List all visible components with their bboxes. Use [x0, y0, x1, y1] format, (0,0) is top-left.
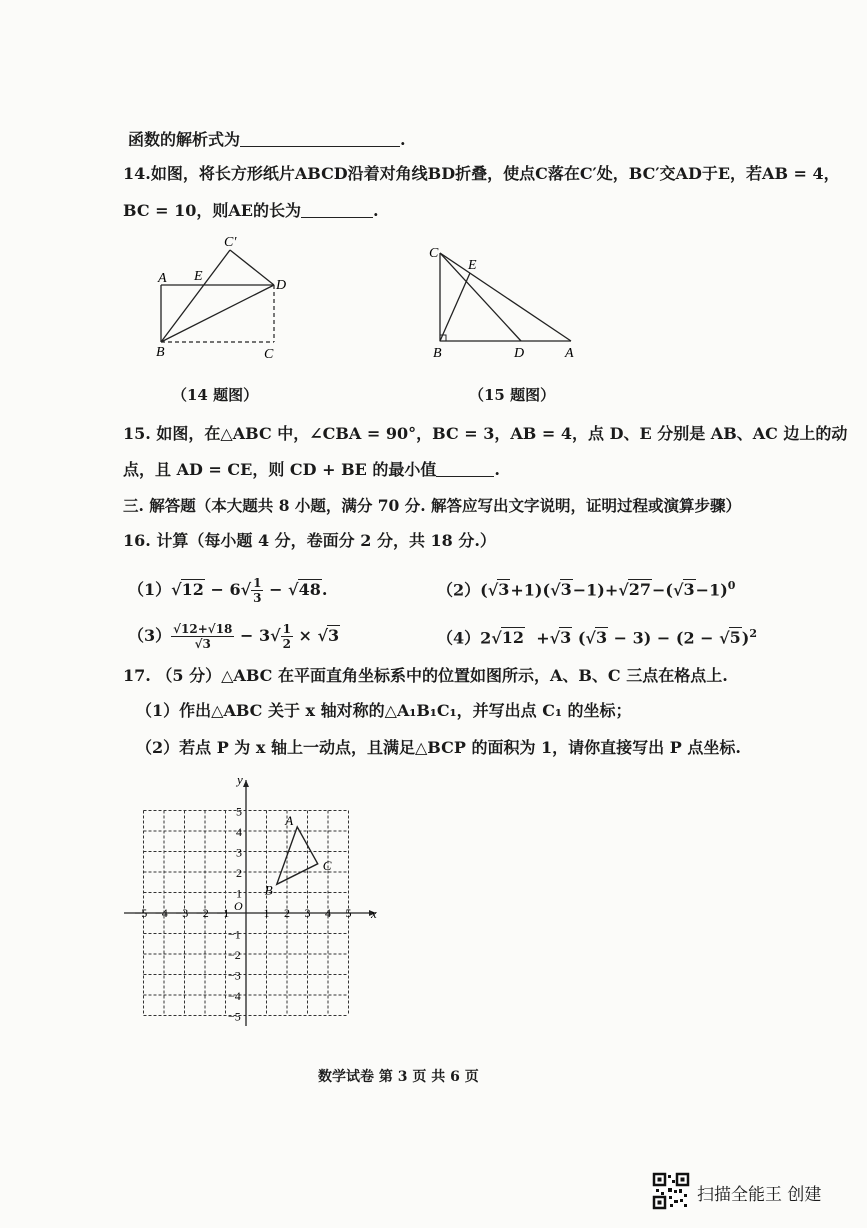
y-tick-label: −2 — [228, 948, 241, 962]
label-c-prime: C′ — [224, 235, 237, 250]
x-tick-label: 5 — [345, 906, 352, 920]
q15-text-1: 15. 如图，在△ABC 中，∠CBA = 90°，BC = 3，AB = 4，点 D、E 分别是 AB、AC 边上的动 — [123, 424, 848, 443]
y-tick-label: −4 — [228, 989, 241, 1003]
x-tick-label: 4 — [325, 906, 331, 920]
y-axis-label: y — [237, 772, 243, 787]
x-tick-label: 2 — [284, 906, 290, 920]
q14-text-1: 14.如图，将长方形纸片ABCD沿着对角线BD折叠，使点C落在C′处，BC′交AD于E，若AB = 4， — [123, 164, 840, 183]
x-tick-label: 3 — [304, 906, 311, 920]
x-tick-label: −1 — [216, 906, 230, 920]
x-tick-label: −5 — [134, 906, 148, 920]
q16-part-2: $(2)(√3+1)(√3-1)+√27-(√3-1)^0$ — [437, 579, 736, 600]
q15-caption: （15 题图） — [469, 386, 556, 404]
q14-figure — [150, 232, 300, 362]
x-tick-label: 1 — [263, 906, 270, 920]
y-tick-label: −1 — [228, 927, 241, 942]
q16-part-1: （1）√12 − 6√ $\frac{1}{3}$ − √48. — [128, 576, 328, 605]
coordinate-grid — [120, 768, 390, 1030]
y-tick-label: 1 — [236, 886, 242, 901]
q16-title: 16. 计算（每小题 4 分，卷面分 2 分，共 18 分.） — [123, 531, 496, 550]
origin-label: O — [234, 899, 243, 913]
section-3-title: 三. 解答题（本大题共 8 小题，满分 70 分. 解答应写出文字说明，证明过程或演算步骤） — [123, 496, 742, 515]
q17-part-1: （1）作出△ABC 关于 x 轴对称的△A₁B₁C₁，并写出点 C₁ 的坐标； — [136, 701, 632, 720]
y-tick-label: 5 — [236, 804, 242, 819]
label-a: A — [158, 271, 167, 286]
y-tick-label: 3 — [236, 845, 242, 860]
label-d: D — [514, 346, 525, 361]
label-c: C — [264, 347, 274, 362]
y-tick-label: −5 — [228, 1009, 241, 1024]
q17-part-2: （2）若点 P 为 x 轴上一动点，且满足△BCP 的面积为 1，请你直接写出 P 点坐标. — [136, 738, 741, 757]
q14-caption: （14 题图） — [172, 386, 259, 404]
point-label-b: B — [264, 882, 273, 898]
label-e: E — [468, 258, 477, 273]
y-ticks — [228, 805, 242, 1024]
y-tick-label: 4 — [236, 825, 242, 839]
answer-blank[interactable] — [436, 460, 494, 477]
page-footer: 数学试卷 第 3 页 共 6 页 — [318, 1069, 479, 1085]
label-a: A — [565, 346, 574, 361]
y-tick-label: −3 — [228, 968, 241, 983]
x-tick-label: −3 — [175, 906, 189, 920]
scanner-watermark: 扫描全能王 创建 — [697, 1185, 822, 1205]
q15-text-2: 点，且 AD = CE，则 CD + BE 的最小值 . — [123, 460, 500, 479]
y-tick-label: 2 — [236, 866, 242, 880]
edge-bc-prime — [161, 250, 230, 342]
q16-part-3: （3） $\frac{√12+√18}{√3}$ − 3√ $\frac{1}{2}$ × √3 — [128, 622, 340, 651]
point-labels — [265, 813, 332, 897]
answer-blank[interactable] — [240, 130, 400, 147]
label-c: C — [429, 246, 439, 261]
y-axis-arrow — [243, 780, 249, 787]
x-tick-label: −2 — [196, 906, 209, 920]
q17-title: 17. （5 分）△ABC 在平面直角坐标系中的位置如图所示，A、B、C 三点在格点上. — [123, 666, 728, 685]
q14-text-2: BC = 10，则AE的长为 . — [123, 201, 379, 220]
label-b: B — [433, 346, 442, 361]
segment-cd — [440, 253, 521, 341]
q15-figure — [425, 240, 585, 365]
answer-blank[interactable] — [301, 201, 373, 218]
edge-c-prime-d — [230, 250, 274, 285]
q13-answer-line: 函数的解析式为 . — [128, 130, 406, 149]
edge-bd — [161, 285, 274, 342]
label-d: D — [276, 278, 287, 293]
segment-be — [440, 273, 470, 341]
label-b: B — [156, 345, 165, 360]
point-label-c: C — [322, 857, 332, 873]
label-e: E — [194, 269, 203, 284]
x-tick-label: −4 — [155, 906, 168, 920]
x-axis-label: x — [371, 906, 377, 921]
q16-part-4: （4）2√12 +√3 $(√3 - 3) - (2 - √5)^2$ — [437, 627, 758, 648]
qr-code-icon — [652, 1172, 690, 1210]
triangle-abc — [277, 827, 318, 884]
point-label-a: A — [285, 812, 294, 828]
